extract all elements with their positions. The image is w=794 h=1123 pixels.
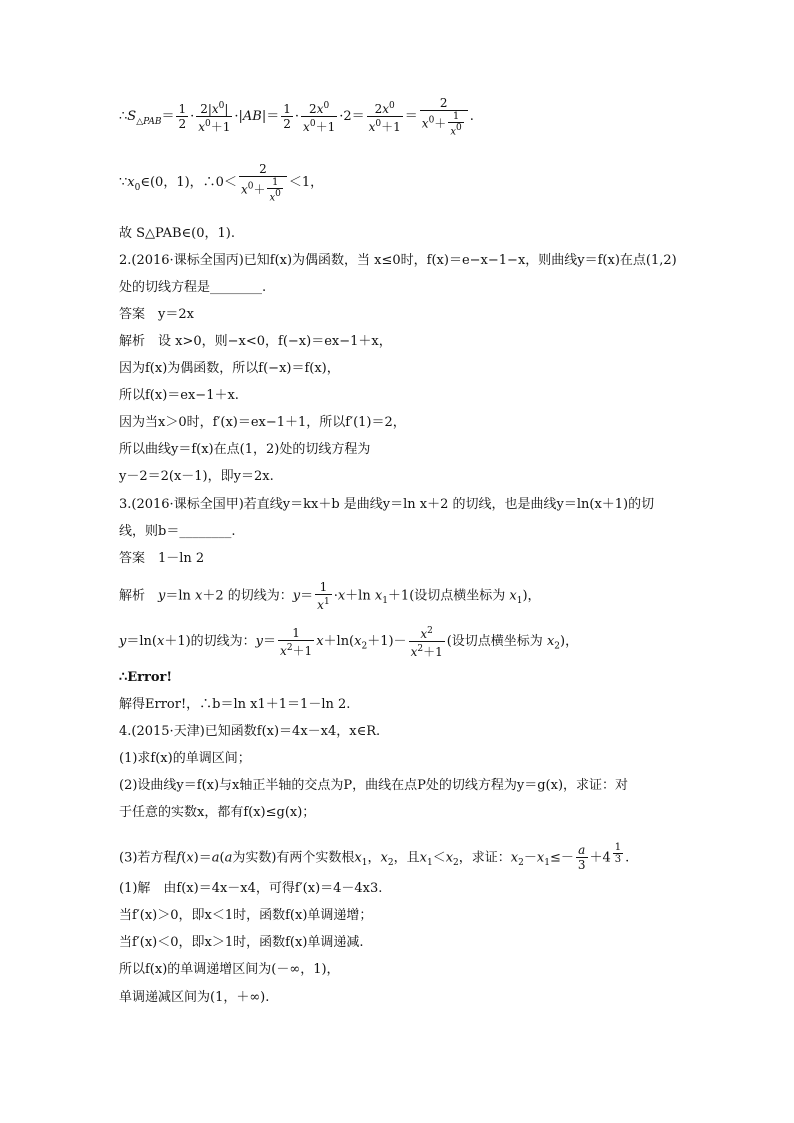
text-line: 所以f(x)＝ex−1＋x. [119,388,239,403]
text-line: ∴Error! [119,670,173,685]
text-line: 所以f(x)的单调递增区间为(－∞，1)， [119,962,340,977]
solution-part-1: (1)解 由f(x)＝4x－x4，可得f′(x)＝4－4x3. [119,881,383,896]
question-4-part-3: (3)若方程f(x)＝a(a为实数)有两个实数根$x_1$，$x_2$，且$x_1<x_2$，求证：$x_2-x_1\le-$ $\frac{a}{3}$ ＋4 $^{\frac{1}{3}}$ . [119,842,630,873]
question-2: 2.(2016·课标全国丙)已知f(x)为偶函数，当 x≤0时，f(x)＝e−x−1−x，则曲线y＝f(x)在点(1,2) [119,253,677,268]
text-line: (2)设曲线y＝f(x)与x轴正半轴的交点为P，曲线在点P处的切线方程为y＝g(x)，求证：对 [119,778,629,793]
text-line: y－2＝2(x－1)，即y＝2x. [119,469,274,484]
text-line: 当f′(x)＞0，即x＜1时，函数f(x)单调递增； [119,908,373,923]
text-line: (1)求f(x)的单调区间； [119,751,251,766]
question-4: 4.(2015·天津)已知函数f(x)＝4x－x4，x∈R. [119,724,381,739]
formula-tangent-2: y＝ln(x＋1)的切线为：y＝ $\frac{1}{x^2+1}$ $x+\ln(x_2+1)-$ $\frac{x^2}{x^2+1}$ (设切点横坐标为 $x_2$)， [119,625,579,659]
formula-range: $\because x_0\in(0$，1)，∴0＜ 2 $x^0+$ $\frac{1}{x^0}$ ＜1， [119,162,324,204]
text-line: 故 S△PAB∈(0，1). [119,226,235,241]
text-line: 因为当x＞0时，f′(x)＝ex−1＋1，所以f′(1)＝2， [119,415,406,430]
formula-area: $\therefore S_{\triangle PAB}=$ $\frac{1}{2}$ · $\frac{2|x^0|}{x^0+1}$ ·|AB|＝ $\frac{1}{2}$ · $\frac{2x^0}{x^0+1}$ ·2＝ $\frac{2x^0}{x^0+1}$ ＝ 2 $x^0+$ $\frac{1}{x^0}$ . [119,96,474,138]
text-line: 解得Error!，∴b＝ln x1＋1＝1－ln 2. [119,697,351,712]
text-line: 线，则b＝________. [119,524,236,539]
text-line: 所以曲线y＝f(x)在点(1，2)处的切线方程为 [119,442,371,457]
text-line: 处的切线方程是________. [119,280,267,295]
text-line: 解析 设 x>0，则−x<0，f(−x)＝ex−1＋x， [119,334,392,349]
answer-3: 答案 1－ln 2 [119,551,205,566]
text-line: 于任意的实数x，都有f(x)≤g(x)； [119,805,316,820]
text-line: 当f′(x)＜0，即x＞1时，函数f(x)单调递减. [119,935,364,950]
question-3: 3.(2016·课标全国甲)若直线y＝kx＋b 是曲线y＝ln x＋2 的切线，也是曲线y＝ln(x＋1)的切 [119,497,655,512]
formula-tangent-1: 解析 y＝ln x＋2 的切线为：y＝ $\frac{1}{x^1}$ ·x＋ln $x_1+1$(设切点横坐标为 $x_1$)， [119,580,541,612]
answer-2: 答案 y＝2x [119,307,194,322]
text-line: 单调递减区间为(1，＋∞). [119,990,270,1005]
text-line: 因为f(x)为偶函数，所以f(−x)＝f(x)， [119,361,340,376]
